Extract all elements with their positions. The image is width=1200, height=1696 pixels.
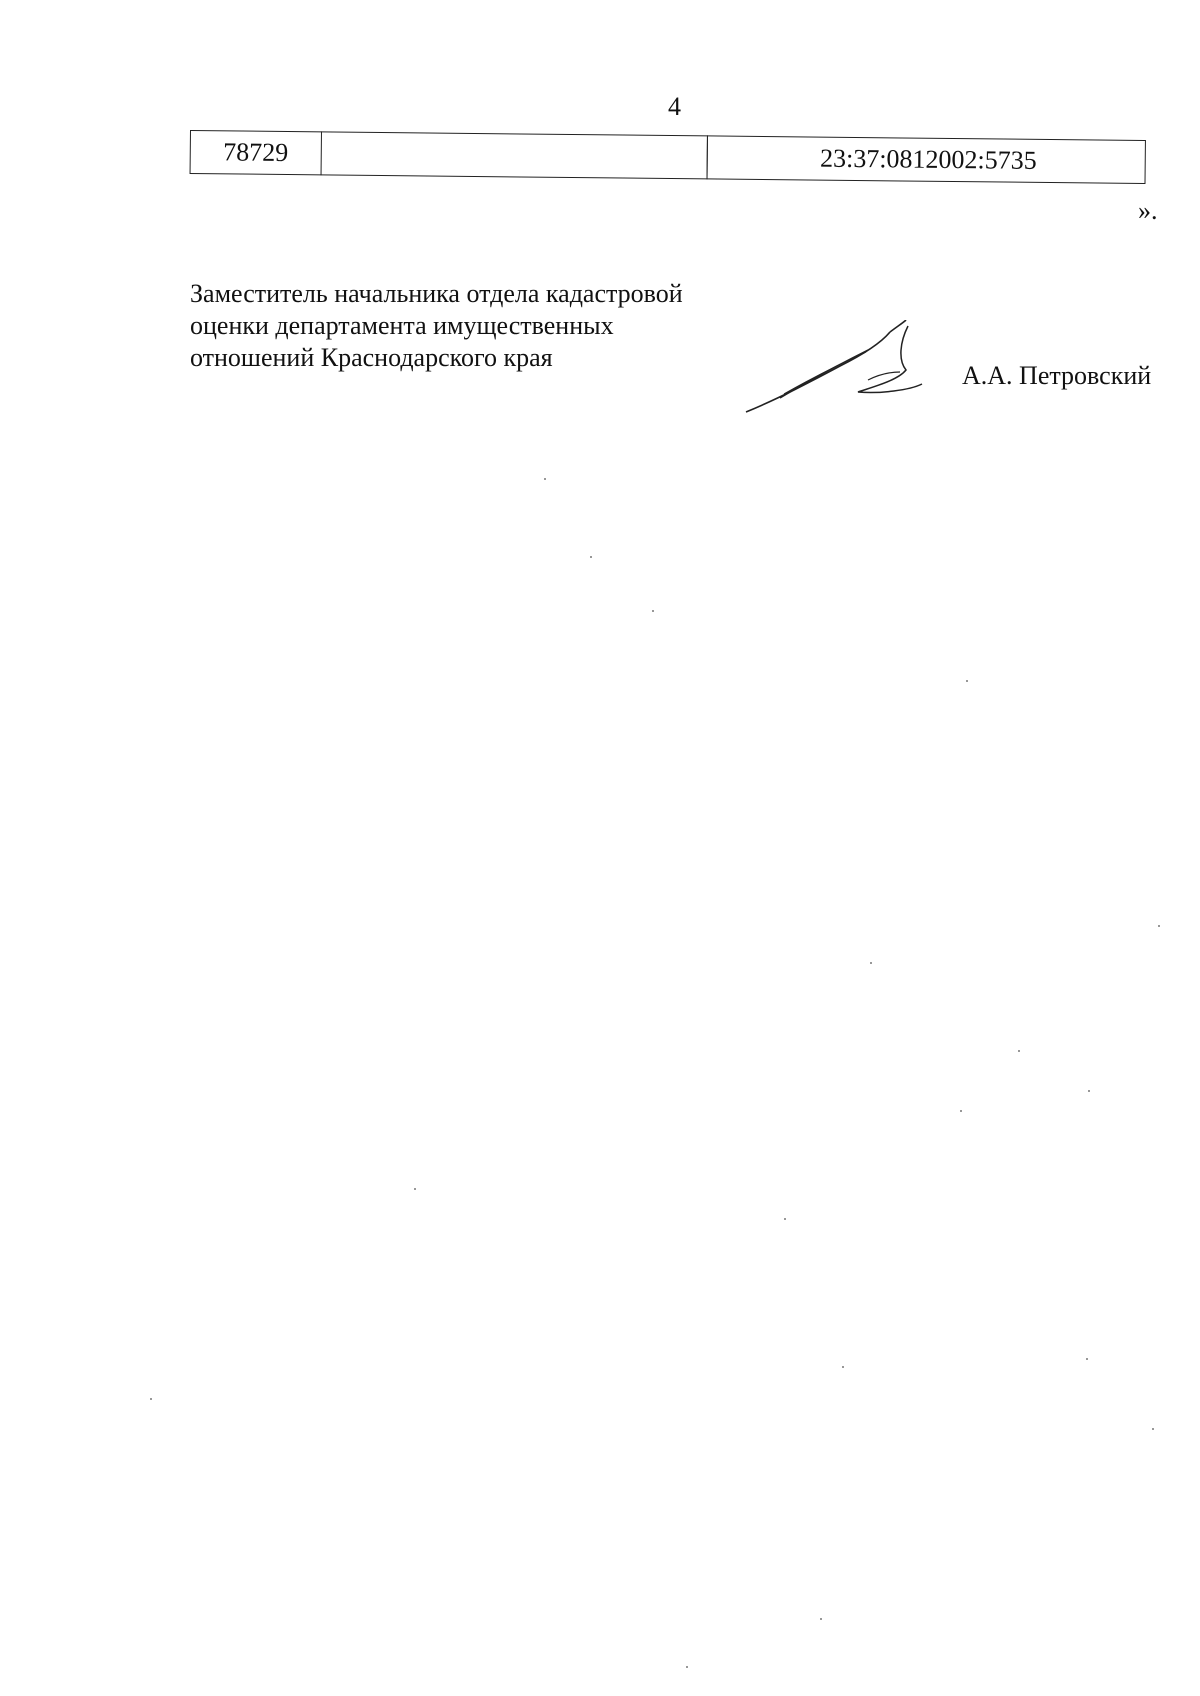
scan-speck: [960, 1110, 962, 1112]
signatory-title: [190, 278, 750, 374]
table-cell-description: [321, 131, 708, 179]
signatory-title-line: отношений Краснодарского края: [190, 343, 553, 372]
handwritten-signature: [740, 320, 940, 420]
scan-speck: [966, 680, 968, 682]
signatory-name: А.А. Петровский: [962, 361, 1152, 390]
scan-speck: [414, 1188, 416, 1190]
scan-speck: [842, 1366, 844, 1368]
scan-speck: [1158, 925, 1160, 927]
scan-speck: [1088, 1090, 1090, 1092]
signatory-title-line: оценки департамента имущественных: [190, 311, 614, 340]
table-row: [190, 130, 1146, 184]
scan-speck: [870, 962, 872, 964]
scan-speck: [686, 1666, 688, 1668]
scan-speck: [544, 478, 546, 480]
scan-speck: [784, 1218, 786, 1220]
table-cell-id: 78729: [190, 130, 322, 175]
signatory-title-line: Заместитель начальника отдела кадастровой: [190, 279, 683, 308]
scan-speck: [1086, 1358, 1088, 1360]
scan-speck: [590, 556, 592, 558]
page-number: 4: [668, 92, 681, 121]
table-cell-cadastral-number: 23:37:0812002:5735: [707, 135, 1146, 184]
closing-quote: ».: [1138, 196, 1158, 225]
scan-speck: [1152, 1428, 1154, 1430]
scan-speck: [1018, 1050, 1020, 1052]
scan-speck: [150, 1398, 152, 1400]
scan-speck: [652, 610, 654, 612]
scan-speck: [820, 1618, 822, 1620]
